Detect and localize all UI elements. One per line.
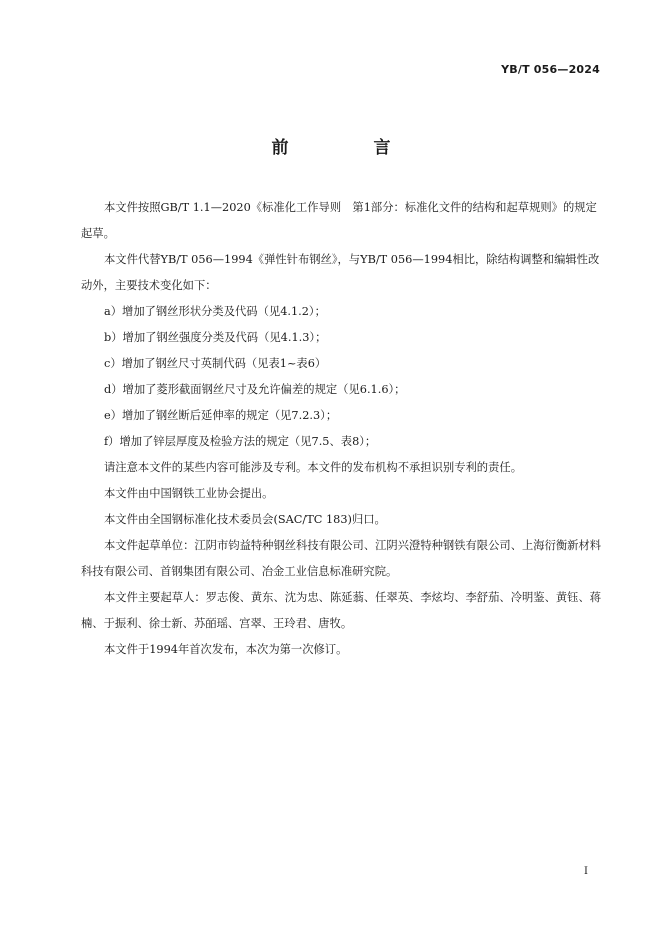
paragraph-drafters: 本文件主要起草人：罗志俊、黄东、沈为忠、陈延蓊、任翠英、李炫均、李舒茄、冷明鉴、黄钰、蒋楠、于振利、徐士新、苏皕瑶、宫翠、王玲君、唐牧。 bbox=[81, 591, 602, 630]
list-item: e）增加了钢丝断后延伸率的规定（见7.2.3）； bbox=[104, 409, 338, 422]
list-item: f）增加了锌层厚度及检验方法的规定（见7.5、表8）； bbox=[104, 435, 377, 448]
page-title: 前 言 bbox=[271, 138, 425, 158]
document-code: YB/T 056—2024 bbox=[501, 63, 600, 76]
paragraph-drafting-units: 本文件起草单位：江阴市钧益特种钢丝科技有限公司、江阴兴澄特种钢铁有限公司、上海衍衡新材料科技有限公司、首钢集团有限公司、冶金工业信息标准研究院。 bbox=[81, 539, 602, 578]
paragraph-replacement: 本文件代替YB/T 056—1994《弹性针布钢丝》，与YB/T 056—1994相比，除结构调整和编辑性改动外，主要技术变化如下： bbox=[81, 253, 600, 292]
paragraph-history: 本文件于1994年首次发布，本次为第一次修订。 bbox=[104, 643, 348, 656]
list-item: d）增加了菱形截面钢丝尺寸及允许偏差的规定（见6.1.6）； bbox=[104, 383, 406, 396]
document-body bbox=[81, 195, 606, 663]
paragraph-drafting-rules: 本文件按照GB/T 1.1—2020《标准化工作导则 第1部分：标准化文件的结构和起草规则》的规定起草。 bbox=[81, 201, 597, 240]
list-item: b）增加了钢丝强度分类及代码（见4.1.3）； bbox=[104, 331, 327, 344]
list-item: c）增加了钢丝尺寸英制代码（见表1~表6） bbox=[104, 357, 327, 370]
page-number: I bbox=[584, 866, 588, 877]
paragraph-proposer: 本文件由中国钢铁工业协会提出。 bbox=[104, 487, 274, 500]
list-item: a）增加了钢丝形状分类及代码（见4.1.2）； bbox=[104, 305, 326, 318]
paragraph-patent-notice: 请注意本文件的某些内容可能涉及专利。本文件的发布机构不承担识别专利的责任。 bbox=[104, 461, 522, 474]
paragraph-committee: 本文件由全国钢标准化技术委员会(SAC/TC 183)归口。 bbox=[104, 513, 386, 526]
